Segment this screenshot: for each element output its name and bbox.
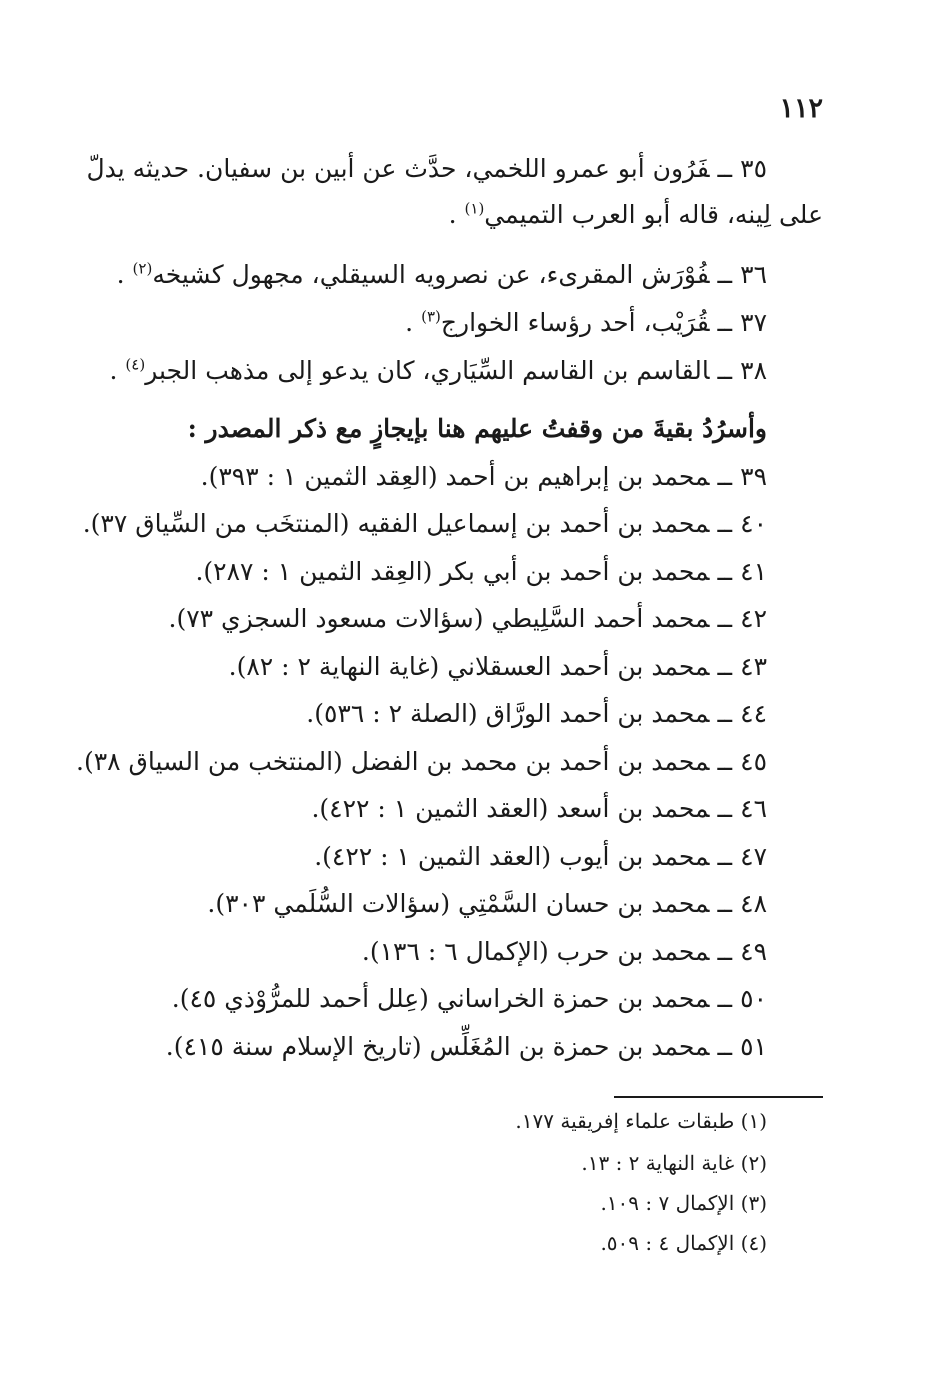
entry-41 (0, 555, 939, 589)
entry-text: محمد بن أحمد بن إسماعيل الفقيه (المنتخَب من السِّياق ٣٧). (82, 509, 710, 538)
footnote-ref: (٤) (125, 355, 146, 374)
entry-dash: ــ (717, 652, 733, 681)
entry-38 (0, 354, 939, 388)
entry-text: محمد بن أسعد (العقد الثمين ١ : ٤٢٢). (311, 794, 710, 823)
footnote-mark: (١) (740, 1109, 767, 1133)
footnote-text: غاية النهاية ٢ : ١٣. (581, 1151, 735, 1175)
footnote-1 (0, 1108, 939, 1134)
entry-45 (0, 745, 939, 779)
entry-35-continuation (0, 198, 939, 232)
entry-dash: ــ (717, 604, 733, 633)
entry-42 (0, 602, 939, 636)
entry-dash: ــ (717, 842, 733, 871)
entry-dash: ــ (717, 1032, 733, 1061)
entry-39 (0, 460, 939, 494)
entry-text: فُوْرَش المقرىء، عن نصرويه السيقلي، مجهول كشيخه (152, 260, 710, 289)
entry-text: محمد بن حمزة بن المُغَلِّس (تاريخ الإسلام سنة ٤١٥). (165, 1032, 710, 1061)
entry-text: محمد بن حرب (الإكمال ٦ : ١٣٦). (361, 937, 710, 966)
entry-text: محمد بن أحمد بن محمد بن الفضل (المنتخب من السياق ٣٨). (76, 747, 710, 776)
entry-40 (0, 507, 939, 541)
footnote-3 (0, 1190, 939, 1216)
entry-dash: ــ (717, 984, 733, 1013)
entry-number: ٤٥ (740, 747, 767, 776)
entry-dash: ــ (717, 937, 733, 966)
entry-number: ٤٨ (740, 889, 767, 918)
entry-end: . (109, 356, 118, 385)
entry-text: محمد بن أحمد الورَّاق (الصلة ٢ : ٥٣٦). (306, 699, 710, 728)
entry-text: محمد بن أيوب (العقد الثمين ١ : ٤٢٢). (314, 842, 710, 871)
footnote-2 (0, 1150, 939, 1176)
entry-number: ٣٦ (740, 260, 767, 289)
entry-dash: ــ (717, 260, 733, 289)
entry-text: محمد بن حمزة الخراساني (عِلل أحمد للمرُّوْذي ٤٥). (171, 984, 710, 1013)
entry-dash: ــ (717, 699, 733, 728)
entry-dash: ــ (717, 462, 733, 491)
entry-dash: ــ (717, 747, 733, 776)
footnote-ref: (١) (464, 199, 485, 218)
entry-number: ٤٢ (740, 604, 767, 633)
footnote-ref: (٢) (132, 259, 153, 278)
entry-text: محمد بن أحمد بن أبي بكر (العِقد الثمين ١ : ٢٨٧). (195, 557, 710, 586)
footnote-text: طبقات علماء إفريقية ١٧٧. (515, 1109, 735, 1133)
entry-number: ٣٨ (740, 356, 767, 385)
entry-text: فَرُون أبو عمرو اللخمي، حدَّث عن أبين بن سفيان. حديثه يدلّ (86, 154, 710, 183)
entry-text: محمد بن إبراهيم بن أحمد (العِقد الثمين ١ : ٣٩٣). (200, 462, 710, 491)
entry-dash: ــ (717, 794, 733, 823)
entry-47 (0, 840, 939, 874)
entry-dash: ــ (717, 356, 733, 385)
footnote-mark: (٢) (740, 1151, 767, 1175)
entry-text: قُرَيْب، أحد رؤساء الخوارج (440, 308, 710, 337)
entry-end: . (116, 260, 125, 289)
footnote-mark: (٤) (740, 1231, 767, 1255)
entry-number: ٥٠ (740, 984, 767, 1013)
entry-number: ٣٥ (740, 154, 767, 183)
entry-text: محمد بن أحمد العسقلاني (غاية النهاية ٢ : ٨٢). (228, 652, 710, 681)
entry-number: ٣٧ (740, 308, 767, 337)
entry-48 (0, 887, 939, 921)
entry-text: محمد أحمد السَّلِيطي (سؤالات مسعود السجزي ٧٣). (168, 604, 710, 633)
footnote-4 (0, 1230, 939, 1256)
entry-number: ٤٩ (740, 937, 767, 966)
entry-text: على لِينه، قاله أبو العرب التميمي (484, 200, 823, 229)
footnote-text: الإكمال ٤ : ٥٠٩. (600, 1231, 735, 1255)
entry-dash: ــ (717, 509, 733, 538)
entry-number: ٤٧ (740, 842, 767, 871)
entry-36 (0, 258, 939, 292)
footnote-ref: (٣) (421, 307, 441, 326)
entry-51 (0, 1030, 939, 1064)
footnote-mark: (٣) (740, 1191, 767, 1215)
entry-number: ٣٩ (740, 462, 767, 491)
entry-37 (0, 306, 939, 340)
entry-dash: ــ (717, 308, 733, 337)
section-intro: وأسرُدُ بقيةَ من وقفتُ عليهم هنا بإيجازٍ مع ذكر المصدر : (187, 414, 767, 443)
entry-number: ٤٠ (740, 509, 767, 538)
entry-43 (0, 650, 939, 684)
entry-end: . (448, 200, 457, 229)
footnote-text: الإكمال ٧ : ١٠٩. (600, 1191, 735, 1215)
entry-end: . (405, 308, 414, 337)
entry-text: القاسم بن القاسم السِّيَاري، كان يدعو إلى مذهب الجبر (145, 356, 710, 385)
entry-number: ٥١ (740, 1032, 767, 1061)
entry-dash: ــ (717, 154, 733, 183)
entry-44 (0, 697, 939, 731)
entry-text: محمد بن حسان السَّمْتِي (سؤالات السُّلَمي ٣٠٣). (207, 889, 710, 918)
entry-number: ٤٤ (740, 699, 767, 728)
entry-50 (0, 982, 939, 1016)
entry-dash: ــ (717, 889, 733, 918)
entry-35 (0, 152, 939, 186)
page-number: ١١٢ (779, 93, 823, 124)
entry-46 (0, 792, 939, 826)
entry-number: ٤١ (740, 557, 767, 586)
entry-number: ٤٦ (740, 794, 767, 823)
entry-49 (0, 935, 939, 969)
footnote-separator (614, 1096, 823, 1098)
entry-number: ٤٣ (740, 652, 767, 681)
entry-dash: ــ (717, 557, 733, 586)
